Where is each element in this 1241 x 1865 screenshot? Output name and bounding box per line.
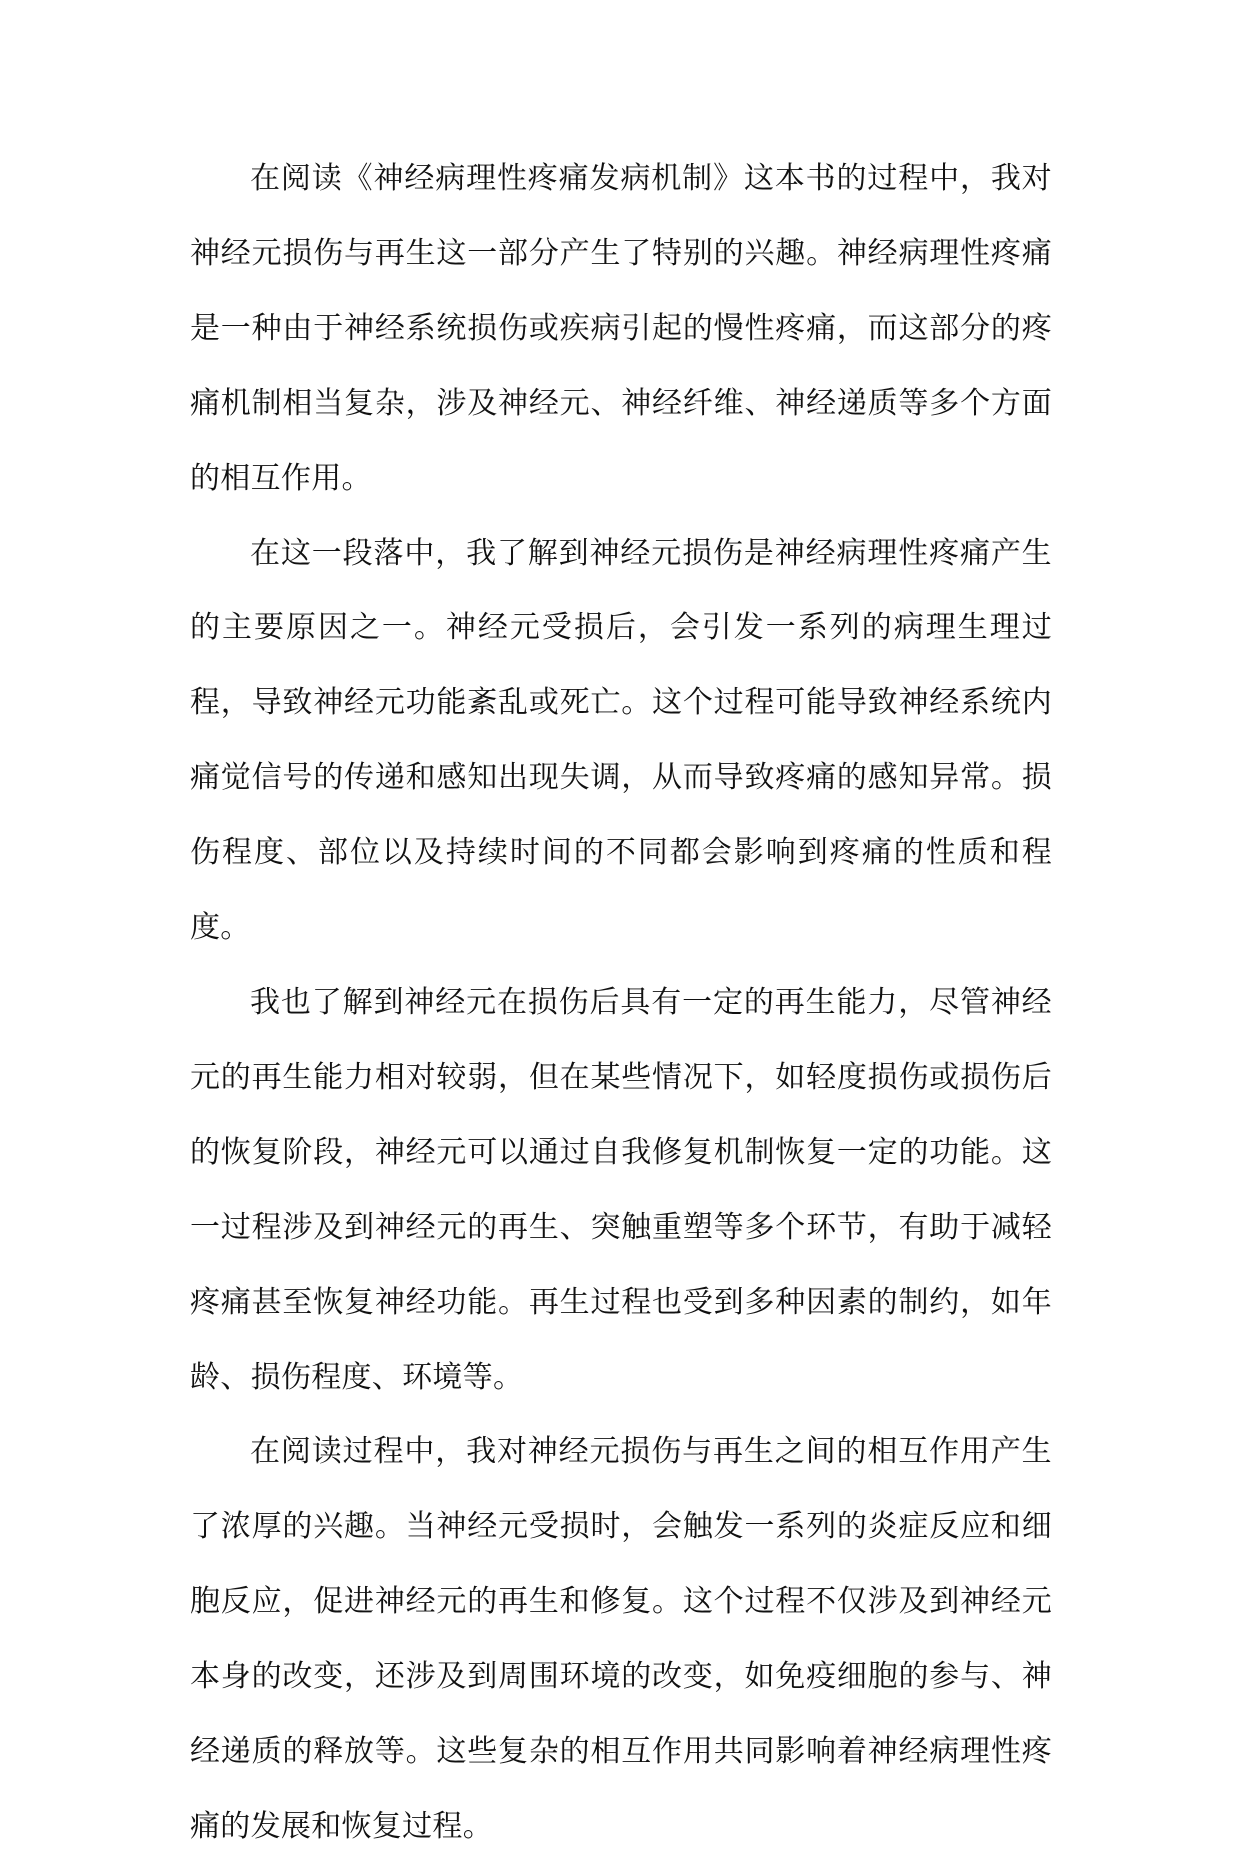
paragraph-2: 在这一段落中，我了解到神经元损伤是神经病理性疼痛产生的主要原因之一。神经元受损后，会引发一系列的病理生理过程，导致神经元功能紊乱或死亡。这个过程可能导致神经系统内痛觉信号的传递和感知出现失调，从而导致疼痛的感知异常。损伤程度、部位以及持续时间的不同都会影响到疼痛的性质和程度。 (190, 535, 1052, 946)
paragraph-3: 我也了解到神经元在损伤后具有一定的再生能力，尽管神经元的再生能力相对较弱，但在某些情况下，如轻度损伤或损伤后的恢复阶段，神经元可以通过自我修复机制恢复一定的功能。这一过程涉及到神经元的再生、突触重塑等多个环节，有助于减轻疼痛甚至恢复神经功能。再生过程也受到多种因素的制约，如年龄、损伤程度、环境等。 (190, 984, 1052, 1395)
document-body (190, 142, 1052, 1865)
paragraph-1: 在阅读《神经病理性疼痛发病机制》这本书的过程中，我对神经元损伤与再生这一部分产生了特别的兴趣。神经病理性疼痛是一种由于神经系统损伤或疾病引起的慢性疼痛，而这部分的疼痛机制相当复杂，涉及神经元、神经纤维、神经递质等多个方面的相互作用。 (190, 161, 1052, 496)
paragraph-4: 在阅读过程中，我对神经元损伤与再生之间的相互作用产生了浓厚的兴趣。当神经元受损时，会触发一系列的炎症反应和细胞反应，促进神经元的再生和修复。这个过程不仅涉及到神经元本身的改变，还涉及到周围环境的改变，如免疫细胞的参与、神经递质的释放等。这些复杂的相互作用共同影响着神经病理性疼痛的发展和恢复过程。 (190, 1434, 1052, 1844)
